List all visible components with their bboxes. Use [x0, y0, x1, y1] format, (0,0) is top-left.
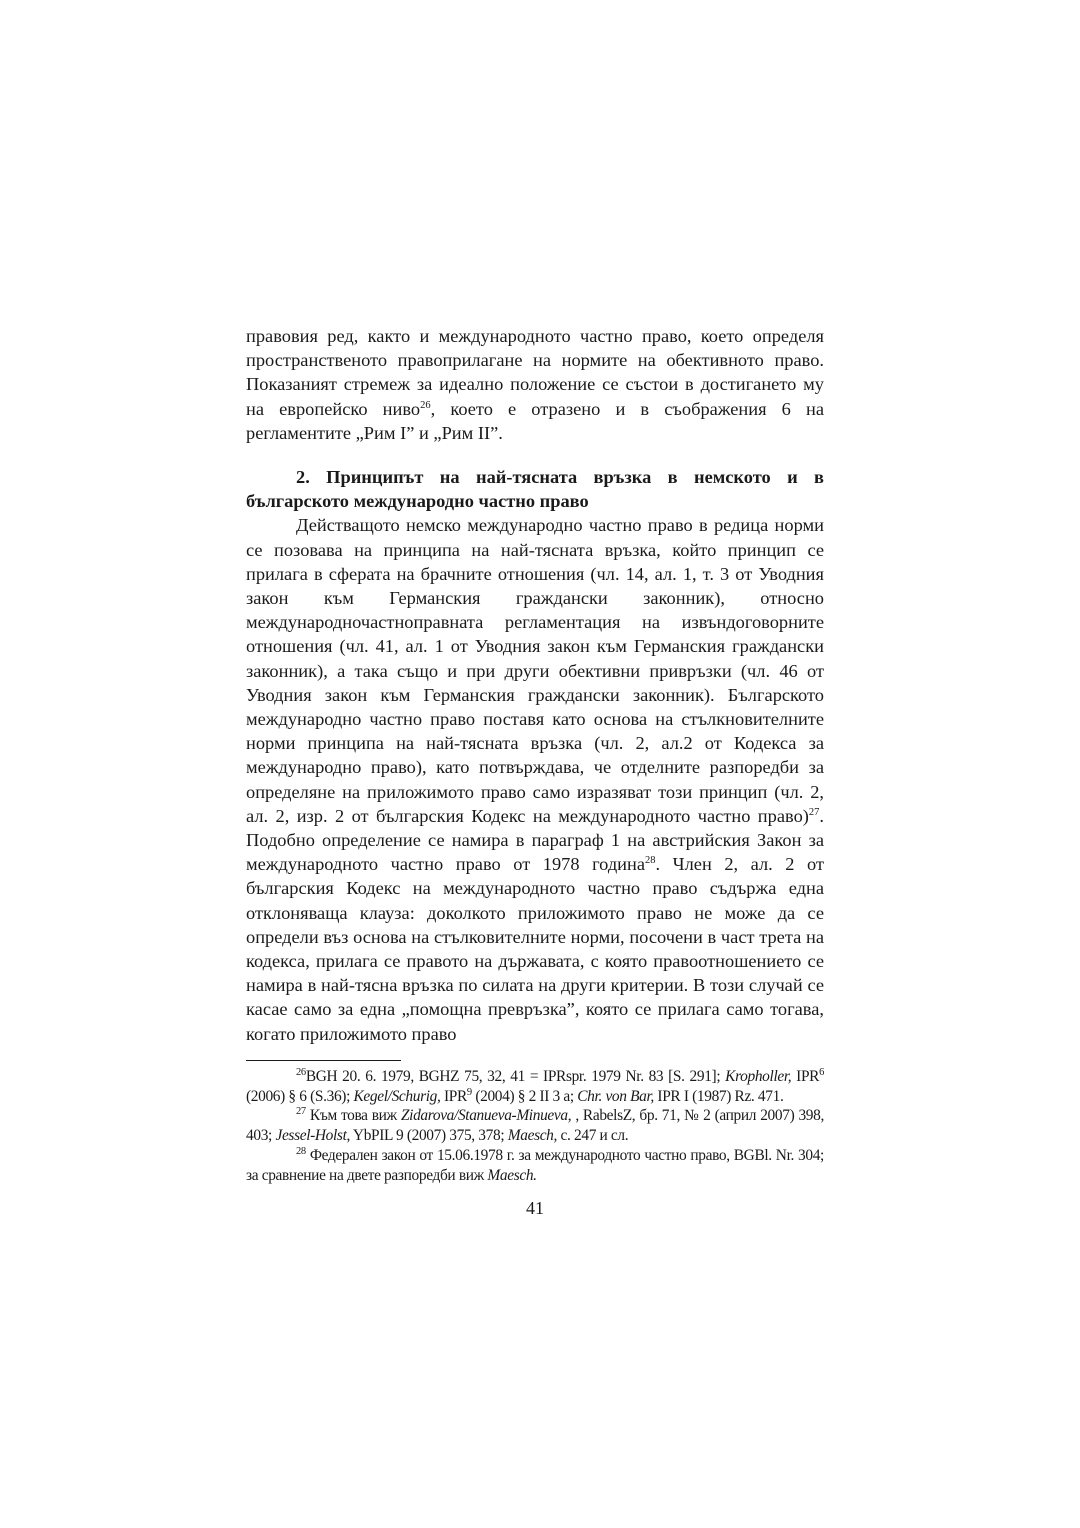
footnote-text: IPR I (1987) Rz. 471. — [653, 1087, 784, 1105]
footnote-text: IPR — [791, 1067, 820, 1085]
author-name: Maesch. — [487, 1166, 537, 1184]
footnote-text: , , RabelsZ, бр. 71, № 2 (април 2007) 398, 403; — [246, 1107, 824, 1145]
author-name: Jessel-Holst — [275, 1127, 347, 1145]
footnote-number: 28 — [296, 1145, 306, 1157]
paragraph-text: , което е отразено и в съображения 6 на регламентите „Рим I” и „Рим II”. — [246, 398, 825, 443]
footnote-number: 27 — [296, 1106, 306, 1118]
paragraph-main — [246, 513, 824, 1045]
footnote-26 — [246, 1067, 824, 1107]
footnote-ref-27[interactable]: 27 — [808, 806, 820, 818]
author-name: Maesch, — [507, 1127, 558, 1145]
edition-number: 9 — [466, 1086, 472, 1098]
footnote-text: , YbPIL 9 (2007) 375, 378; — [346, 1127, 508, 1145]
footnote-text: Федерален закон от 15.06.1978 г. за международното частно право, BGBl. Nr. 304; за сравнение на двете разпоредби виж — [246, 1147, 824, 1184]
footnote-number: 26 — [296, 1066, 306, 1078]
paragraph-text: Действащото немско международно частно право в редица норми се позовава на принципа на най-тясната връзка, който принцип се прилага в сферата на брачните отношения (чл. 14, ал. 1, т. 3 от Уводния закон към Германския граждански законник), относно международночастноправната регламентация на извъндоговорните отношения (чл. 41, ал. 1 от Уводния закон към Германския граждански законник), а така също и при други обективни привръзки (чл. 46 от Уводния закон към Германския граждански законник). Българското международно частно право поставя като основа на стълкновителните норми принципа на най-тясната връзка (чл. 2, ал.2 от Кодекса за международно право), като потвърждава, че отделните разпоредби за определяне на приложимото право само изразяват този принцип (чл. 2, ал. 2, изр. 2 от българския Кодекс на международното частно право) — [246, 515, 824, 826]
footnote-text: (2004) § 2 II 3 a; — [471, 1087, 578, 1105]
footnote-text: Към това виж — [309, 1107, 401, 1125]
footnote-ref-26[interactable]: 26 — [420, 399, 431, 411]
paragraph-text: . Подобно определение се намира в параграф 1 на австрийския Закон за международното частно право от 1978 година — [246, 805, 824, 875]
footnote-text: с. 247 и сл. — [557, 1127, 629, 1145]
section-heading: 2. Принципът на най-тясната връзка в немското и в българското международно частно право — [246, 467, 824, 512]
footnote-27 — [246, 1106, 824, 1146]
footnote-28 — [246, 1146, 824, 1186]
footnote-text: IPR — [440, 1087, 467, 1105]
footnote-text: (2006) § 6 (S.36); — [246, 1087, 354, 1105]
author-name: Kropholler, — [725, 1067, 792, 1085]
footnote-text: BGH 20. 6. 1979, BGHZ 75, 32, 41 = IPRspr. 1979 Nr. 83 [S. 291]; — [305, 1067, 726, 1085]
paragraph-continuation — [246, 324, 824, 445]
author-name: Kegel/Schurig, — [353, 1087, 441, 1105]
paragraph-text: правовия ред, както и международното частно право, което определя пространственото правоприлагане на нормите на обективното право. Показаният стремеж за идеално положение се състои в достигането му на европейско ниво — [246, 326, 824, 419]
paragraph-text: . Член 2, ал. 2 от българския Кодекс на международното частно право съдържа една отклоняваща клауза: доколкото приложимото право не може да се определи въз основа на стълковителните норми, посочени в част трета на кодекса, прилага се правото на държавата, с която правоотношението се намира в най-тясна връзка по силата на други критерии. В този случай се касае само за една „помощна превръзка”, която се прилага само тогава, когато приложимото право — [246, 854, 824, 1044]
footnote-separator — [246, 1060, 401, 1061]
footnote-ref-28[interactable]: 28 — [645, 855, 656, 867]
edition-number: 6 — [819, 1066, 824, 1078]
page-body — [246, 324, 824, 1219]
page-number: 41 — [526, 1197, 544, 1218]
author-name: Chr. von Bar, — [577, 1087, 654, 1105]
author-name: Zidarova/Stanueva-Minueva — [400, 1107, 568, 1125]
